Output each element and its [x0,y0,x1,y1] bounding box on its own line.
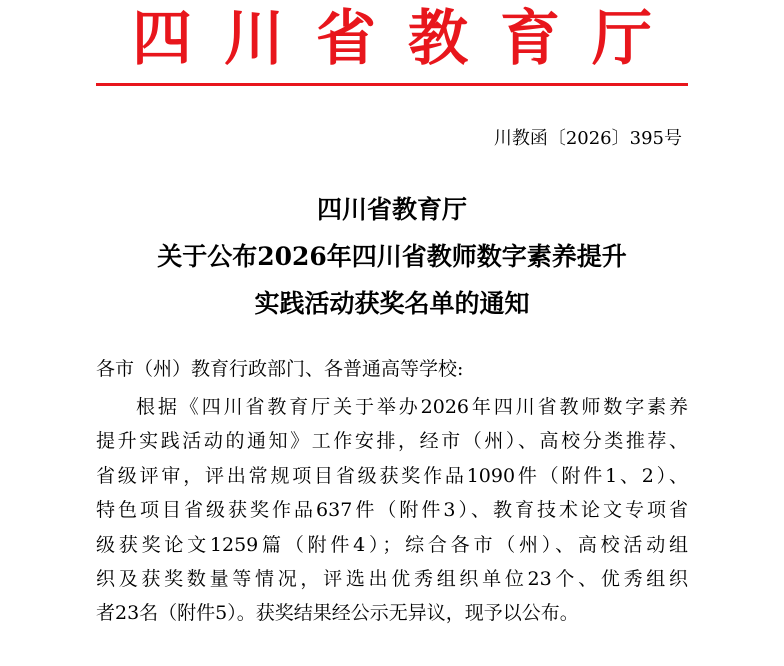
issuing-authority-title: 四川省教育厅 [132,4,684,74]
paragraph-line: 织及获奖数量等情况，评选出优秀组织单位23个、优秀组织 [96,567,688,590]
paragraph-line: 级获奖论文1259篇（附件4）；综合各市（州）、高校活动组 [96,533,688,556]
title-line: 四川省教育厅 [316,195,467,224]
notice-title [96,186,688,327]
document-header [96,0,688,72]
paragraph-line: 省级评审，评出常规项目省级获奖作品1090件（附件1、2）、 [96,464,688,487]
paragraph-line: 特色项目省级获奖作品637件（附件3）、教育技术论文专项省 [96,499,688,522]
title-line: 关于公布2026年四川省教师数字素养提升 [157,242,627,271]
body-paragraph [96,390,688,631]
paragraph-line: 者23名（附件5）。获奖结果经公示无异议，现予以公布。 [96,602,579,625]
paragraph-line: 提升实践活动的通知》工作安排，经市（州）、高校分类推荐、 [96,430,688,453]
salutation: 各市（州）教育行政部门、各普通高等学校: [96,358,464,380]
document-number: 川教函〔2026〕395号 [493,128,682,149]
title-line: 实践活动获奖名单的通知 [254,289,530,318]
header-red-rule [96,83,688,86]
paragraph-line: 根据《四川省教育厅关于举办2026年四川省教师数字素养 [136,396,688,418]
